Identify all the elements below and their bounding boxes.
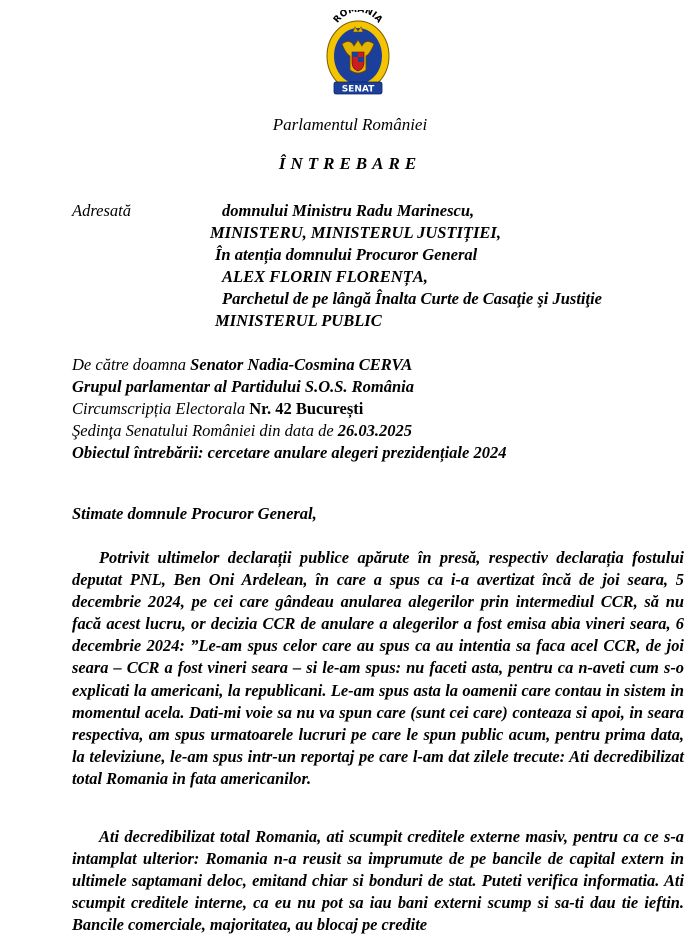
addressee-line: MINISTERUL PUBLIC xyxy=(215,311,382,330)
addressee-line: Parchetul de pe lângă Înalta Curte de Casaţie şi Justiţie xyxy=(222,289,602,308)
seal-bottom-text: SENAT xyxy=(341,84,375,95)
addressee-line: MINISTERU, MINISTERUL JUSTIȚIEI, xyxy=(210,223,501,242)
addressee-label: Adresată xyxy=(72,201,131,220)
document-title: ÎNTREBARE xyxy=(278,154,422,173)
sender-name: Senator Nadia-Cosmina CERVA xyxy=(190,355,413,374)
sender-prefix: De către doamna xyxy=(72,355,191,374)
salutation: Stimate domnule Procuror General, xyxy=(72,504,317,523)
institution-name: Parlamentul României xyxy=(272,115,428,134)
addressee-line: ALEX FLORIN FLORENȚA, xyxy=(222,267,428,286)
session-prefix: Şedinţa Senatului României din data de xyxy=(72,421,338,440)
constituency-line xyxy=(72,399,363,419)
parliamentary-group: Grupul parlamentar al Partidului S.O.S. România xyxy=(72,377,415,396)
question-subject: Obiectul întrebării: cercetare anulare alegeri prezidențiale 2024 xyxy=(72,443,507,462)
senate-seal xyxy=(322,10,394,98)
session-line xyxy=(72,421,412,441)
seal-top-text: ROMÂNIA xyxy=(332,10,384,26)
body-paragraph: Potrivit ultimelor declarații publice apărute în presă, respectiv declarația fostului deputat PNL, Ben Oni Ardelean, în care a spus ca i-a avertizat încă de joi seara, 5 decembrie 2024, pe cei care gândeau anularea alegerilor prin intermediul CCR, să nu facă acest lucru, or decizia CCR de anulare a alegerilor a fost emisa abia vineri seara, 6 decembrie 2024: ”Le-am spus celor care au spus ca au intentia sa faca acel CCR, de joi seara – CCR a fost vineri seara – si le-am spus: nu faceti asta, pentru ca n-aveti cum s-o explicati la americani, la republicani. Le-am spus asta la oamenii care contau in sistem in momentul acela. Dati-mi voie sa nu va spun care (sunt cei care) conteaza si apoi, in seara respectiva, am spus urmatoarele lucruri pe care le spun public acum, pentru prima data, la televiziune, le-am spus intr-un reportaj pe care l-am dat zilele trecute: Ati decredibilizat total Romania in fata americanilor. xyxy=(72,548,684,788)
constituency-prefix: Circumscripția Electorala xyxy=(72,399,250,418)
addressee-line: domnului Ministru Radu Marinescu, xyxy=(222,201,475,220)
addressee-line: În atenția domnului Procuror General xyxy=(215,245,478,264)
sender-line xyxy=(72,355,412,375)
constituency-value: Nr. 42 București xyxy=(249,399,364,418)
session-date: 26.03.2025 xyxy=(337,421,413,440)
body-paragraph: Ati decredibilizat total Romania, ati scumpit creditele externe masiv, pentru ca ce s-a intamplat ulterior: Romania n-a reusit sa imprumute de pe bancile de capital extern in ultimele saptamani deloc, emitand chiar si bonduri de stat. Puteti verifica informatia. Ati scumpit creditele interne, ca eu nu pot sa iau bani externi scump si sa-ti dau tie ieftin. Bancile comerciale, majoritatea, au blocaj pe credite xyxy=(72,827,684,935)
